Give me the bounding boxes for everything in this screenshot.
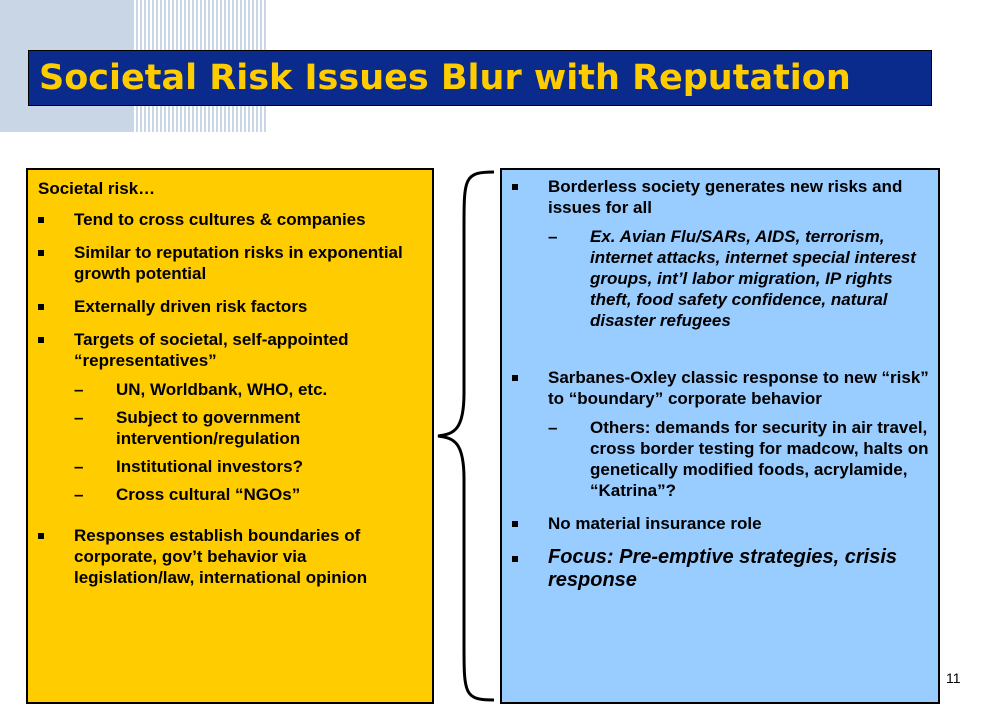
- left-heading: Societal risk…: [38, 179, 156, 198]
- square-bullet-icon: [512, 375, 518, 381]
- dash-bullet-icon: –: [548, 418, 558, 437]
- list-item: Targets of societal, self-appointed “representatives” – UN, Worldbank, WHO, etc. – Subject to government intervention/regulation – Institutional investors? – Cross cultural “NGOs”: [38, 329, 424, 505]
- sub-list: [548, 226, 930, 331]
- square-bullet-icon: [38, 337, 44, 343]
- slide-title: Societal Risk Issues Blur with Reputation: [39, 58, 851, 98]
- square-bullet-icon: [38, 217, 44, 223]
- sub-list-item: – Others: demands for security in air travel, cross border testing for madcow, halts on genetically modified foods, acrylamide, “Katrina”?: [548, 418, 929, 500]
- right-list: [512, 176, 930, 592]
- square-bullet-icon: [38, 304, 44, 310]
- left-list: [38, 209, 424, 588]
- dash-bullet-icon: –: [74, 408, 84, 427]
- dash-bullet-icon: –: [74, 485, 84, 504]
- left-panel: [26, 168, 434, 704]
- curly-brace-icon: [434, 168, 500, 704]
- dash-bullet-icon: –: [74, 457, 84, 476]
- sub-list-item: – Institutional investors?: [74, 457, 304, 476]
- dash-bullet-icon: –: [548, 227, 558, 246]
- list-item: No material insurance role: [512, 513, 930, 534]
- square-bullet-icon: [38, 533, 44, 539]
- sub-list: [74, 379, 424, 505]
- list-item: Similar to reputation risks in exponential growth potential: [38, 242, 424, 284]
- square-bullet-icon: [38, 250, 44, 256]
- list-item: Borderless society generates new risks and issues for all – Ex. Avian Flu/SARs, AIDS, terrorism, internet attacks, internet special interest groups, int’l labor migration, IP rights theft, food safety confidence, natural disaster refugees: [512, 176, 930, 331]
- title-bar: [28, 50, 932, 106]
- list-item: Focus: Pre-emptive strategies, crisis response: [512, 546, 930, 592]
- page-number: 11: [946, 670, 961, 686]
- dash-bullet-icon: –: [74, 380, 84, 399]
- list-item: Sarbanes-Oxley classic response to new “risk” to “boundary” corporate behavior – Others: demands for security in air travel, cross border testing for madcow, halts on genetically modified foods, acrylamide, “Katrina”?: [512, 367, 930, 501]
- sub-list: [548, 417, 930, 501]
- square-bullet-icon: [512, 184, 518, 190]
- sub-list-item: – Ex. Avian Flu/SARs, AIDS, terrorism, internet attacks, internet special interest groups, int’l labor migration, IP rights theft, food safety confidence, natural disaster refugees: [548, 227, 916, 330]
- sub-list-item: – Cross cultural “NGOs”: [74, 485, 301, 504]
- list-item: Responses establish boundaries of corporate, gov’t behavior via legislation/law, international opinion: [38, 525, 424, 588]
- right-panel: [500, 168, 940, 704]
- list-item: Externally driven risk factors: [38, 296, 424, 317]
- sub-list-item: – UN, Worldbank, WHO, etc.: [74, 380, 328, 399]
- square-bullet-icon: [512, 521, 518, 527]
- list-item: Tend to cross cultures & companies: [38, 209, 424, 230]
- square-bullet-icon: [512, 556, 518, 562]
- sub-list-item: – Subject to government intervention/regulation: [74, 408, 301, 448]
